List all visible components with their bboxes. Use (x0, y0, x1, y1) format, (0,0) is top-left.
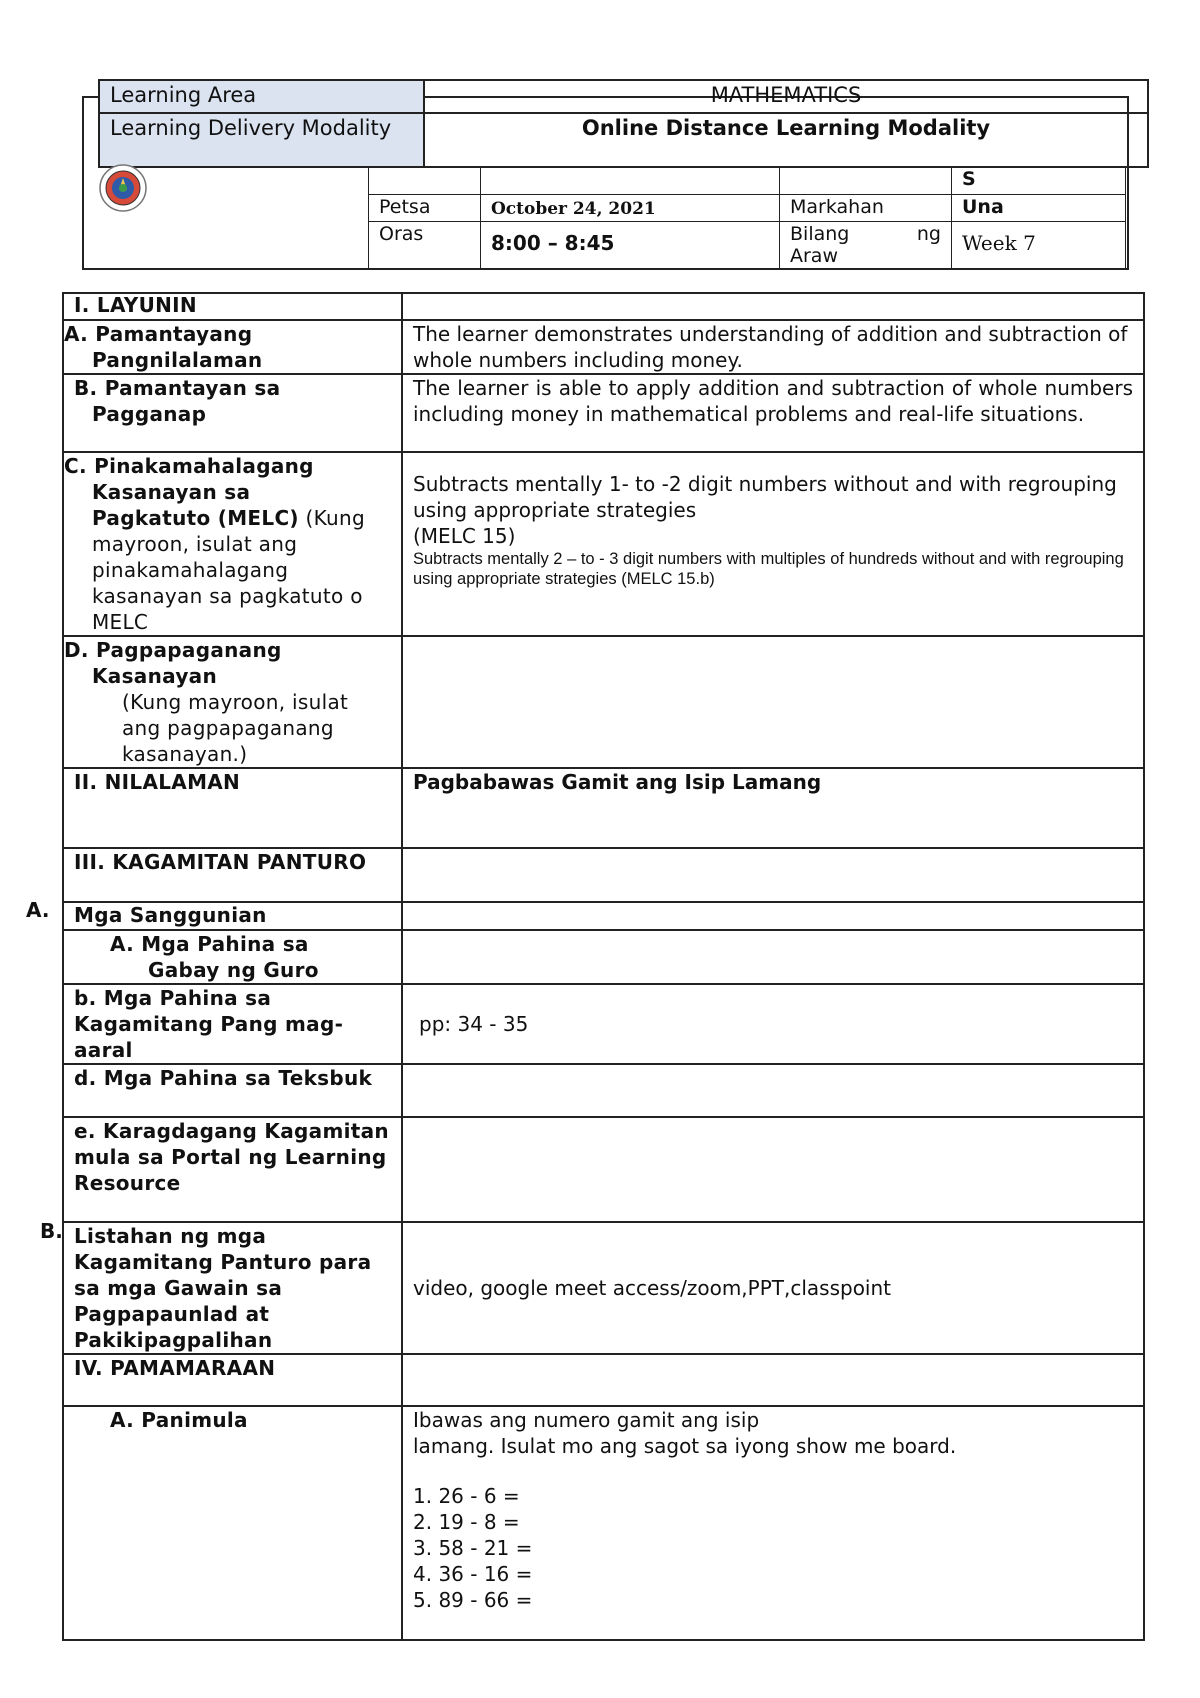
row-portal (63, 1117, 1144, 1222)
exercise-item: 4. 36 - 16 = (413, 1562, 533, 1586)
grade-row-col1 (368, 166, 481, 195)
row-teksbuk (63, 1064, 1144, 1117)
exercise-item: 5. 89 - 66 = (413, 1588, 533, 1612)
pamamaraan-label: IV. PAMAMARAAN (63, 1354, 402, 1406)
learning-area-label: Learning Area (98, 79, 425, 114)
row-layunin (63, 293, 1144, 320)
exercise-item: 2. 19 - 8 = (413, 1510, 520, 1534)
pagganap-value: The learner is able to apply addition and subtraction of whole numbers including money in mathematical problems and real-life situations. (402, 374, 1144, 452)
melc-label: C. Pinakamahalagang Kasanayan sa Pagkatuto (MELC) (Kung mayroon, isulat ang pinakamahalagang kasanayan sa pagkatuto o MELC (63, 452, 402, 636)
kagamitan-value (402, 848, 1144, 902)
panimula-label: A. Panimula (63, 1406, 402, 1640)
grade-row-col2 (480, 166, 780, 195)
pamamaraan-value (402, 1354, 1144, 1406)
row-pamamaraan (63, 1354, 1144, 1406)
row-nilalaman (63, 768, 1144, 848)
teksbuk-value (402, 1064, 1144, 1117)
nilalaman-value: Pagbabawas Gamit ang Isip Lamang (402, 768, 1144, 848)
teksbuk-label: d. Mga Pahina sa Teksbuk (63, 1064, 402, 1117)
modality-label: Learning Delivery Modality (98, 112, 425, 168)
portal-value (402, 1117, 1144, 1222)
row-pagpapaganang (63, 636, 1144, 768)
petsa-label: Petsa (368, 194, 481, 222)
bilang-label: Bilang ng Araw (779, 221, 952, 270)
kagamitan-label: III. KAGAMITAN PANTURO (63, 848, 402, 902)
gabay-label: A. Mga Pahina sa Gabay ng Guro (63, 930, 402, 984)
row-pagganap (63, 374, 1144, 452)
bilang-value: Week 7 (951, 221, 1126, 270)
oras-value: 8:00 – 8:45 (480, 221, 780, 270)
row-gabay (63, 930, 1144, 984)
pamantayang-label: A. Pamantayang Pangnilalaman (63, 320, 402, 374)
row-melc (63, 452, 1144, 636)
section-marker-a: A. (26, 898, 50, 922)
oras-label: Oras (368, 221, 481, 270)
row-pamantayang (63, 320, 1144, 374)
panimula-items (413, 1483, 1133, 1613)
exercise-item: 1. 26 - 6 = (413, 1484, 520, 1508)
gabay-value (402, 930, 1144, 984)
grade-value: S (951, 166, 1126, 195)
section-marker-b: B. (40, 1219, 63, 1243)
pang-magaaral-value: pp: 34 - 35 (402, 984, 1144, 1064)
panimula-value: Ibawas ang numero gamit ang isip lamang. Isulat mo ang sagot sa iyong show me board. 1. 26 - 6 = 2. 19 - 8 = 3. 58 - 21 = 4. 36 - 16 = 5. 89 - 66 = (402, 1406, 1144, 1640)
listahan-value: video, google meet access/zoom,PPT,classpoint (402, 1222, 1144, 1354)
grade-row-col3 (779, 166, 952, 195)
petsa-value: October 24, 2021 (480, 194, 780, 222)
modality-value: Online Distance Learning Modality (423, 112, 1149, 168)
row-pang-magaaral (63, 984, 1144, 1064)
row-sanggunian (63, 902, 1144, 930)
pagganap-label: B. Pamantayan sa Pagganap (63, 374, 402, 452)
exercise-item: 3. 58 - 21 = (413, 1536, 533, 1560)
learning-area-value: MATHEMATICS (423, 79, 1149, 114)
pang-magaaral-label: b. Mga Pahina sa Kagamitang Pang mag-aaral (63, 984, 402, 1064)
row-kagamitan (63, 848, 1144, 902)
sanggunian-label: Mga Sanggunian (63, 902, 402, 930)
listahan-label: Listahan ng mga Kagamitang Panturo para sa mga Gawain sa Pagpapaunlad at Pakikipagpalihan (63, 1222, 402, 1354)
markahan-label: Markahan (779, 194, 952, 222)
layunin-value (402, 293, 1144, 320)
sanggunian-value (402, 902, 1144, 930)
markahan-value: Una (951, 194, 1126, 222)
row-panimula (63, 1406, 1144, 1640)
pagpapaganang-label: D. Pagpapaganang Kasanayan (Kung mayroon, isulat ang pagpapaganang kasanayan.) (63, 636, 402, 768)
portal-label: e. Karagdagang Kagamitan mula sa Portal ng Learning Resource (63, 1117, 402, 1222)
row-listahan (63, 1222, 1144, 1354)
melc-value: Subtracts mentally 1- to -2 digit numbers without and with regrouping using appropriate strategies (MELC 15) Subtracts mentally 2 – to - 3 digit numbers with multiples of hundreds without and with regrouping using appropriate strategies (MELC 15.b) (402, 452, 1144, 636)
pagpapaganang-value (402, 636, 1144, 768)
pamantayang-value: The learner demonstrates understanding of addition and subtraction of whole numbers including money. (402, 320, 1144, 374)
lesson-plan-table (62, 292, 1145, 1641)
layunin-label: I. LAYUNIN (63, 293, 402, 320)
nilalaman-label: II. NILALAMAN (63, 768, 402, 848)
school-seal-logo (94, 163, 152, 213)
